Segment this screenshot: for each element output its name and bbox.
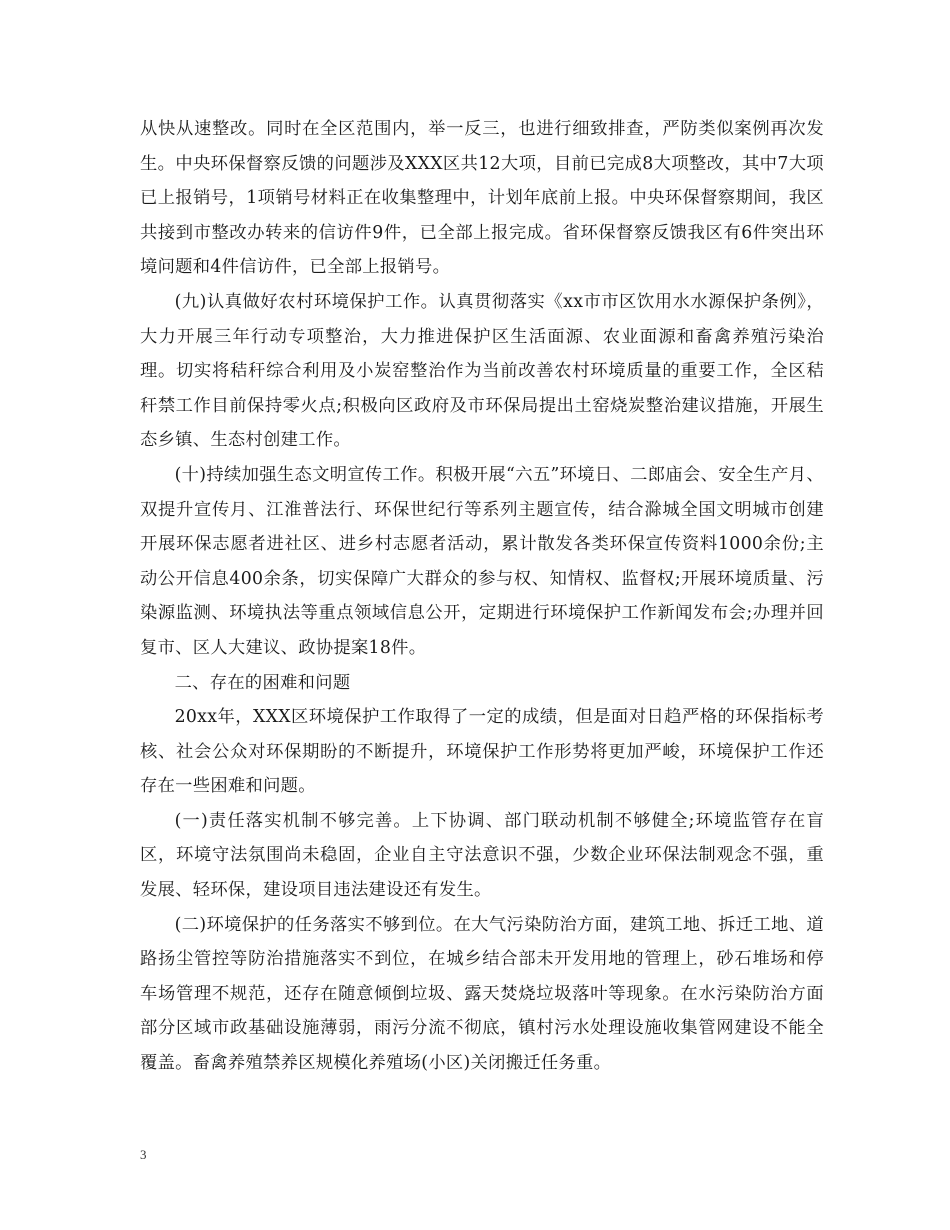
section-heading-difficulties: 二、存在的困难和问题 — [174, 672, 351, 693]
document-body — [140, 112, 824, 1081]
paragraph-task-implementation: (二)环境保护的任务落实不够到位。在大气污染防治方面，建筑工地、拆迁工地、道路扬尘管控等防治措施落实不到位，在城乡结合部未开发用地的管理上，砂石堆场和停车场管理不规范，还存在随意倾倒垃圾、露天焚烧垃圾落叶等现象。在水污染防治方面部分区域市政基础设施薄弱，雨污分流不彻底，镇村污水处理设施收集管网建设不能全覆盖。畜禽养殖禁养区规模化养殖场(小区)关闭搬迁任务重。 — [140, 914, 824, 1074]
paragraph-responsibility-mechanism: (一)责任落实机制不够完善。上下协调、部门联动机制不够健全;环境监管存在盲区，环境守法氛围尚未稳固，企业自主守法意识不强，少数企业环保法制观念不强，重发展、轻环保，建设项目违法建设还有发生。 — [140, 810, 824, 901]
page-number: 3 — [140, 1147, 147, 1162]
paragraph-ecological-publicity: (十)持续加强生态文明宣传工作。积极开展“六五”环境日、二郎庙会、安全生产月、双提升宣传月、江淮普法行、环保世纪行等系列主题宣传，结合滁城全国文明城市创建开展环保志愿者进社区、进乡村志愿者活动，累计散发各类环保宣传资料1000余份;主动公开信息400余条，切实保障广大群众的参与权、知情权、监督权;开展环境质量、污染源监测、环境执法等重点领域信息公开，定期进行环境保护工作新闻发布会;办理并回复市、区人大建议、政协提案18件。 — [140, 464, 824, 658]
paragraph-difficulties-intro: 20xx年，XXX区环境保护工作取得了一定的成绩，但是面对日趋严格的环保指标考核、社会公众对环保期盼的不断提升，环境保护工作形势将更加严峻，环境保护工作还存在一些困难和问题。 — [140, 707, 824, 797]
paragraph-rectification: 从快从速整改。同时在全区范围内，举一反三，也进行细致排查，严防类似案例再次发生。中央环保督察反馈的问题涉及XXX区共12大项，目前已完成8大项整改，其中7大项已上报销号，1项销号材料正在收集整理中，计划年底前上报。中央环保督察期间，我区共接到市整改办转来的信访件9件，已全部上报完成。省环保督察反馈我区有6件突出环境问题和4件信访件，已全部上报销号。 — [140, 119, 824, 278]
paragraph-rural-environment: (九)认真做好农村环境保护工作。认真贯彻落实《xx市市区饮用水水源保护条例》，大力开展三年行动专项整治，大力推进保护区生活面源、农业面源和畜禽养殖污染治理。切实将秸秆综合利用及小炭窑整治作为当前改善农村环境质量的重要工作，全区秸秆禁工作目前保持零火点;积极向区政府及市环保局提出土窑烧炭整治建议措施，开展生态乡镇、生态村创建工作。 — [140, 291, 824, 451]
